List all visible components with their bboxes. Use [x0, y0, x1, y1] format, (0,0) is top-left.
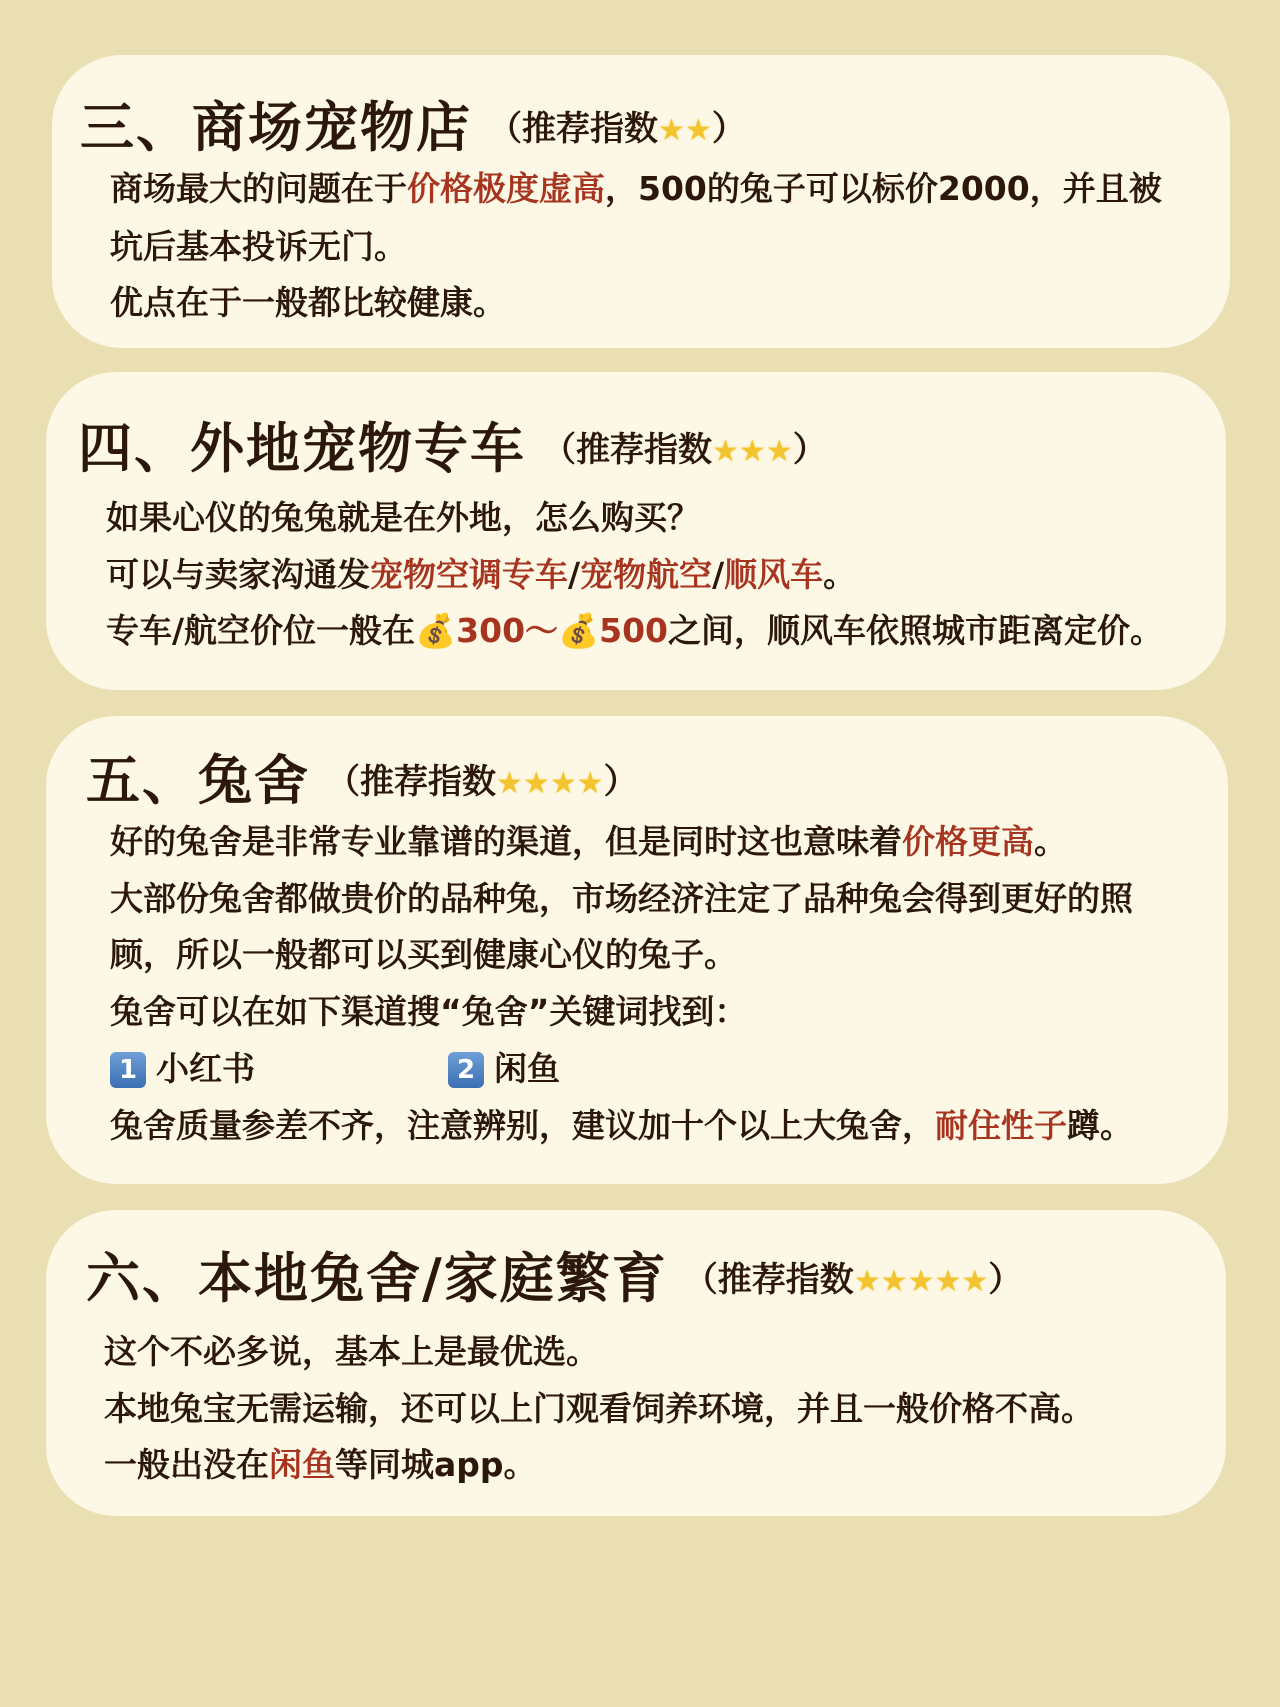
highlight-text: 耐住性子 — [935, 1106, 1067, 1145]
body-text: 蹲。 — [1067, 1106, 1133, 1145]
star-icon: ★ — [496, 766, 523, 801]
rating: （推荐指数★★） — [488, 109, 746, 149]
body-line — [104, 1439, 537, 1486]
body-line — [106, 549, 856, 596]
highlight-text: 宠物航空 — [580, 555, 713, 594]
body-text: 如果心仪的兔兔就是在外地，怎么购买？ — [106, 498, 700, 537]
star-icon: ★ — [934, 1264, 962, 1299]
section-title: 六、本地兔舍/家庭繁育 （推荐指数★★★★★） — [86, 1247, 1023, 1310]
highlight-text: 价格极度虚高 — [407, 169, 605, 208]
star-icon: ★ — [576, 766, 604, 801]
body-text: ，500的兔子可以标价2000，并且被 — [605, 169, 1162, 208]
star-icon: ★ — [712, 434, 739, 469]
body-text: 顾，所以一般都可以买到健康心仪的兔子。 — [110, 935, 737, 974]
body-line — [110, 929, 737, 976]
star-icon: ★ — [738, 434, 766, 469]
body-text: 商场最大的问题在于 — [110, 169, 407, 208]
body-line — [110, 986, 747, 1033]
section-card-1 — [52, 55, 1230, 348]
highlight-text: 闲鱼 — [269, 1445, 335, 1484]
body-text: 大部份兔舍都做贵价的品种兔，市场经济注定了品种兔会得到更好的照 — [110, 879, 1133, 918]
body-line — [110, 1100, 1133, 1147]
body-text: 坑后基本投诉无门。 — [110, 227, 407, 266]
body-text: 本地兔宝无需运输，还可以上门观看饲养环境，并且一般价格不高。 — [104, 1389, 1094, 1428]
body-line — [110, 221, 407, 268]
body-text: 。 — [1034, 822, 1067, 861]
body-text: / — [568, 555, 581, 594]
body-line — [110, 277, 506, 324]
keycap-2-icon: 2 — [448, 1052, 484, 1088]
rating: （推荐指数★★★★★） — [683, 1260, 1023, 1300]
star-icon: ★ — [961, 1264, 989, 1299]
body-line — [110, 873, 1133, 920]
highlight-text: 💰300～💰500 — [415, 611, 669, 650]
body-line — [110, 816, 1067, 863]
body-line — [106, 492, 700, 539]
section-title: 五、兔舍 （推荐指数★★★★） — [86, 749, 638, 812]
section-title: 四、外地宠物专车 （推荐指数★★★） — [78, 417, 827, 480]
channel-item: 2 闲鱼 — [448, 1043, 560, 1090]
body-line — [104, 1326, 599, 1373]
body-text: 之间，顺风车依照城市距离定价。 — [668, 611, 1164, 650]
keycap-1-icon: 1 — [110, 1052, 146, 1088]
star-icon: ★ — [880, 1264, 908, 1299]
body-text: / — [712, 555, 725, 594]
body-text: 优点在于一般都比较健康。 — [110, 283, 506, 322]
section-card-2 — [46, 372, 1226, 690]
body-line — [110, 163, 1162, 210]
body-line — [106, 605, 1163, 652]
body-text: 专车/航空价位一般在 — [106, 611, 416, 650]
star-icon: ★ — [658, 113, 685, 148]
star-icon: ★ — [853, 1264, 881, 1299]
body-line — [104, 1383, 1094, 1430]
body-text: 这个不必多说，基本上是最优选。 — [104, 1332, 599, 1371]
body-text: 等同城app。 — [335, 1445, 537, 1484]
star-icon: ★ — [522, 766, 550, 801]
body-text: 兔舍质量参差不齐，注意辨别，建议加十个以上大兔舍， — [110, 1106, 935, 1145]
body-text: 好的兔舍是非常专业靠谱的渠道，但是同时这也意味着 — [110, 822, 902, 861]
star-icon: ★ — [549, 766, 577, 801]
rating: （推荐指数★★★） — [542, 430, 827, 470]
star-icon: ★ — [907, 1264, 935, 1299]
highlight-text: 顺风车 — [724, 555, 824, 594]
star-icon: ★ — [684, 113, 712, 148]
section-card-4 — [46, 1210, 1226, 1516]
body-text: 兔舍可以在如下渠道搜“兔舍”关键词找到： — [110, 992, 748, 1031]
body-text: 一般出没在 — [104, 1445, 269, 1484]
body-text: 。 — [823, 555, 857, 594]
highlight-text: 宠物空调专车 — [370, 555, 568, 594]
section-card-3 — [46, 716, 1228, 1184]
body-text: 可以与卖家沟通发 — [106, 555, 370, 594]
star-icon: ★ — [765, 434, 793, 469]
rating: （推荐指数★★★★） — [326, 762, 638, 802]
section-title: 三、商场宠物店 （推荐指数★★） — [80, 96, 746, 159]
channel-item: 1 小红书 — [110, 1043, 255, 1090]
highlight-text: 价格更高 — [902, 822, 1034, 861]
